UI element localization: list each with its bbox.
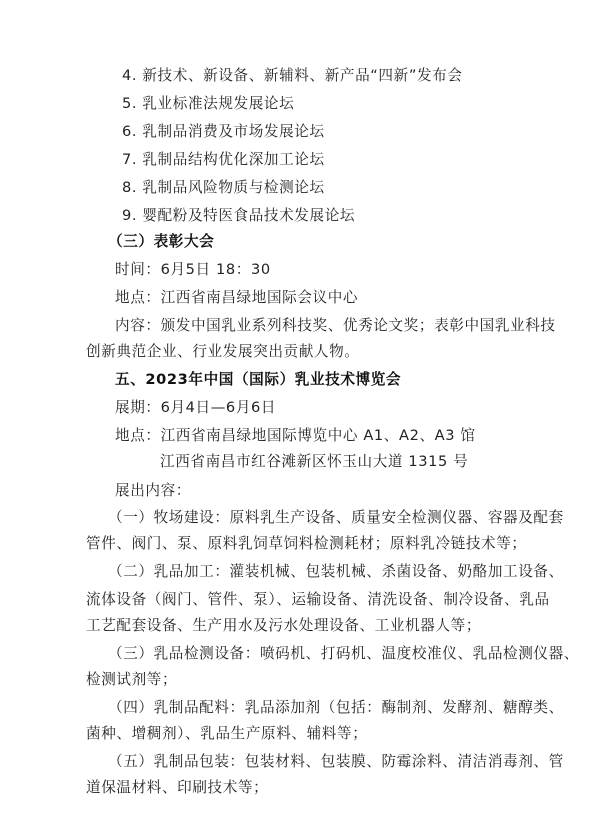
forum-item-5: 5. 乳业标准法规发展论坛 — [122, 95, 295, 112]
expo-venue-line-2: 江西省南昌市红谷滩新区怀玉山大道 1315 号 — [160, 453, 469, 470]
exhibit-ranch-line-1: （一）牧场建设：原料乳生产设备、质量安全检测仪器、容器及配套 — [108, 509, 564, 526]
award-location: 地点：江西省南昌绿地国际会议中心 — [115, 289, 359, 306]
exhibit-ingredients-line-1: （四）乳制品配料：乳品添加剂（包括：酶制剂、发酵剂、糖醇类、 — [108, 699, 564, 716]
forum-item-8: 8. 乳制品风险物质与检测论坛 — [122, 179, 325, 196]
exhibit-testing-line-1: （三）乳品检测设备：喷码机、打码机、温度校准仪、乳品检测仪器、 — [108, 645, 580, 662]
exhibit-packaging-line-2: 道保温材料、印刷技术等； — [86, 779, 269, 796]
exhibit-packaging-line-1: （五）乳制品包装：包装材料、包装膜、防霉涂料、清洁消毒剂、管 — [108, 753, 564, 770]
forum-item-7: 7. 乳制品结构优化深加工论坛 — [122, 151, 325, 168]
exhibits-label: 展出内容： — [115, 482, 191, 499]
forum-item-9: 9. 婴配粉及特医食品技术发展论坛 — [122, 207, 356, 224]
forum-item-6: 6. 乳制品消费及市场发展论坛 — [122, 123, 325, 140]
exhibit-ingredients-line-2: 菌种、增稠剂）、乳品生产原料、辅料等； — [86, 725, 368, 742]
exhibit-processing-line-2: 流体设备（阀门、管件、泵）、运输设备、清洗设备、制冷设备、乳品 — [86, 591, 550, 608]
exhibit-ranch-line-2: 管件、阀门、泵、原料乳饲草饲料检测耗材；原料乳冷链技术等； — [86, 535, 527, 552]
award-section-heading: （三）表彰大会 — [108, 233, 215, 250]
award-content-line-2: 创新典范企业、行业发展突出贡献人物。 — [86, 343, 360, 360]
expo-section-heading: 五、2023年中国（国际）乳业技术博览会 — [115, 371, 402, 388]
exhibit-processing-line-1: （二）乳品加工：灌装机械、包装机械、杀菌设备、奶酪加工设备、 — [108, 563, 564, 580]
exhibit-testing-line-2: 检测试剂等； — [86, 671, 178, 688]
exhibit-processing-line-3: 工艺配套设备、生产用水及污水处理设备、工业机器人等； — [86, 617, 482, 634]
award-content-line-1: 内容：颁发中国乳业系列科技奖、优秀论文奖；表彰中国乳业科技 — [115, 317, 556, 334]
forum-item-4: 4. 新技术、新设备、新辅料、新产品“四新”发布会 — [122, 67, 463, 84]
award-time: 时间：6月5日 18：30 — [115, 261, 271, 278]
expo-venue-line-1: 地点：江西省南昌绿地国际博览中心 A1、A2、A3 馆 — [115, 427, 476, 444]
expo-period: 展期：6月4日—6月6日 — [115, 399, 277, 416]
